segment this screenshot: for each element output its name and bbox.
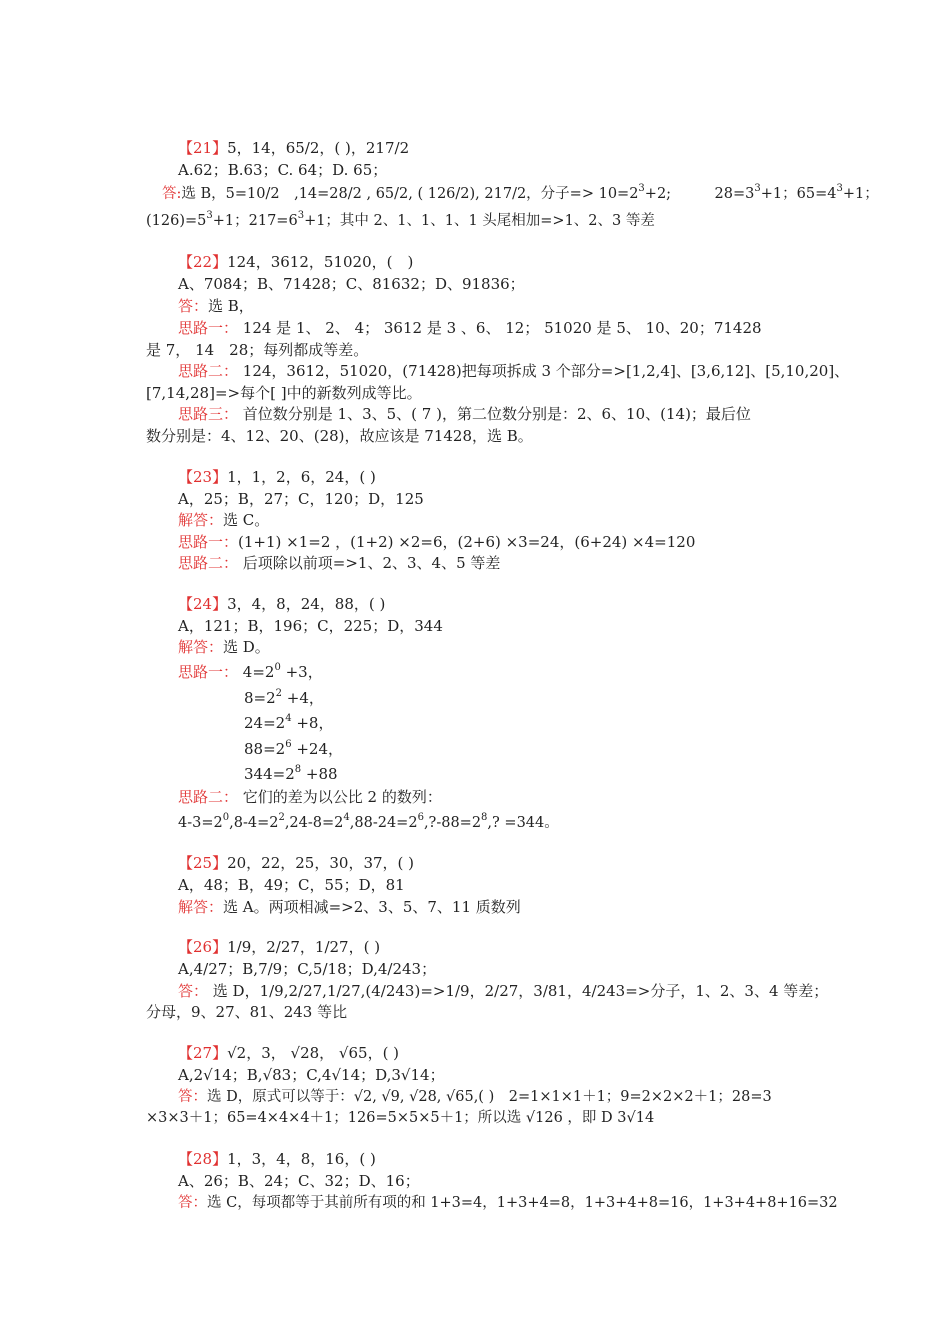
- question-24-idea-1: 思路一： $4=2^0 +3$，: [178, 662, 323, 681]
- question-24-answer: 解答：选 D。: [178, 638, 270, 656]
- question-24-differences: $4-3=2^0,8-4=2^2,24-8=2^4,88-24=2^6,?-88=2^8$,? =344。: [178, 812, 559, 831]
- question-28-stem: 【28】1，3，4，8，16，( ): [178, 1150, 376, 1168]
- question-24-idea-2: 思路二： 它们的差为以公比 2 的数列：: [178, 788, 442, 806]
- question-22-stem: 【22】124，3612，51020，( ): [178, 253, 414, 271]
- question-23-idea-1: 思路一：(1+1) ×1=2 ，(1+2) ×2=6，(2+6) ×3=24，(6+24) ×4=120: [178, 533, 696, 551]
- question-23-stem: 【23】1，1，2，6，24，( ): [178, 468, 376, 486]
- question-24-options: A，121；B，196；C，225；D，344: [178, 617, 443, 635]
- question-number: 【26】: [178, 938, 228, 956]
- question-21-answer-line2: $(126)=5^3+1$；$217=6^3+1$；其中 2、1、1、1、1 头尾相加=>1、2、3 等差: [146, 210, 655, 229]
- question-22-idea-3-cont: 数分别是：4、12、20、(28)，故应该是 71428，选 B。: [146, 427, 533, 445]
- question-24-equation: $344=2^8 +88$: [244, 764, 338, 783]
- question-number: 【25】: [178, 854, 228, 872]
- question-26-answer-cont: 分母，9、27、81、243 等比: [146, 1003, 348, 1021]
- question-23-idea-2: 思路二： 后项除以前项=>1、2、3、4、5 等差: [178, 554, 501, 572]
- question-23-options: A，25；B，27；C，120；D，125: [178, 490, 424, 508]
- question-27-options: A,2√14；B,√83；C,4√14；D,3√14；: [178, 1066, 445, 1084]
- question-24-stem: 【24】3，4，8，24，88，( ): [178, 595, 386, 613]
- question-28-options: A、26；B、24；C、32；D、16；: [178, 1172, 420, 1190]
- question-25-options: A，48；B，49；C，55；D，81: [178, 876, 405, 894]
- question-22-idea-2-cont: [7,14,28]=>每个[ ]中的新数列成等比。: [146, 384, 422, 402]
- question-22-idea-1: 思路一： 124 是 1、 2、 4； 3612 是 3 、6、 12； 51020 是 5、 10、20；71428: [178, 319, 762, 337]
- question-22-answer: 答：选 B，: [178, 297, 254, 315]
- question-21-stem: 【21】5，14，65/2，( )，217/2: [178, 139, 410, 157]
- question-number: 【21】: [178, 139, 228, 157]
- question-23-answer: 解答：选 C。: [178, 511, 270, 529]
- question-27-answer: 答：选 D，原式可以等于：√2, √9, √28, √65,( ) 2=1×1×1＋1；9=2×2×2＋1；28=3: [178, 1089, 772, 1105]
- question-22-idea-2: 思路二： 124，3612，51020，(71428)把每项拆成 3 个部分=>[1,2,4]、[3,6,12]、[5,10,20]、: [178, 362, 850, 380]
- question-22-idea-3: 思路三： 首位数分别是 1、3、5、( 7 )，第二位数分别是：2、6、10、(14)；最后位: [178, 405, 751, 423]
- question-27-answer-cont: ×3×3＋1；65=4×4×4＋1；126=5×5×5＋1；所以选 √126 ，即 D 3√14: [146, 1110, 655, 1126]
- question-24-equation: $88=2^6 +24$，: [244, 739, 344, 758]
- question-24-equation: $24=2^4 +8$，: [244, 713, 334, 732]
- question-26-options: A,4/27；B,7/9；C,5/18；D,4/243；: [178, 960, 437, 978]
- question-number: 【28】: [178, 1150, 228, 1168]
- question-22-options: A、7084；B、71428；C、81632；D、91836；: [178, 275, 525, 293]
- question-24-equation: $8=2^2 +4$，: [244, 688, 324, 707]
- question-27-stem: 【27】√2，3， √28， √65，( ): [178, 1044, 400, 1062]
- question-number: 【24】: [178, 595, 228, 613]
- question-21-options: A.62；B.63；C. 64；D. 65；: [178, 161, 388, 179]
- question-26-answer: 答： 选 D，1/9,2/27,1/27,(4/243)=>1/9，2/27，3/81，4/243=>分子，1、2、3、4 等差；: [178, 982, 829, 1000]
- question-number: 【22】: [178, 253, 228, 271]
- question-25-answer: 解答：选 A。两项相减=>2、3、5、7、11 质数列: [178, 898, 521, 916]
- question-22-idea-1-cont: 是 7， 14 28；每列都成等差。: [146, 341, 369, 359]
- question-21-answer: 答:选 B，5=10/2 ,14=28/2 , 65/2, ( 126/2), 217/2，分子=> $10=2^3+2$; $28=3^3+1$；$65=4^3+1$；: [162, 183, 879, 202]
- question-number: 【27】: [178, 1044, 228, 1062]
- question-number: 【23】: [178, 468, 228, 486]
- question-28-answer: 答：选 C，每项都等于其前所有项的和 1+3=4，1+3+4=8，1+3+4+8=16，1+3+4+8+16=32: [178, 1195, 838, 1211]
- question-26-stem: 【26】1/9，2/27，1/27，( ): [178, 938, 381, 956]
- question-25-stem: 【25】20，22，25，30，37，( ): [178, 854, 415, 872]
